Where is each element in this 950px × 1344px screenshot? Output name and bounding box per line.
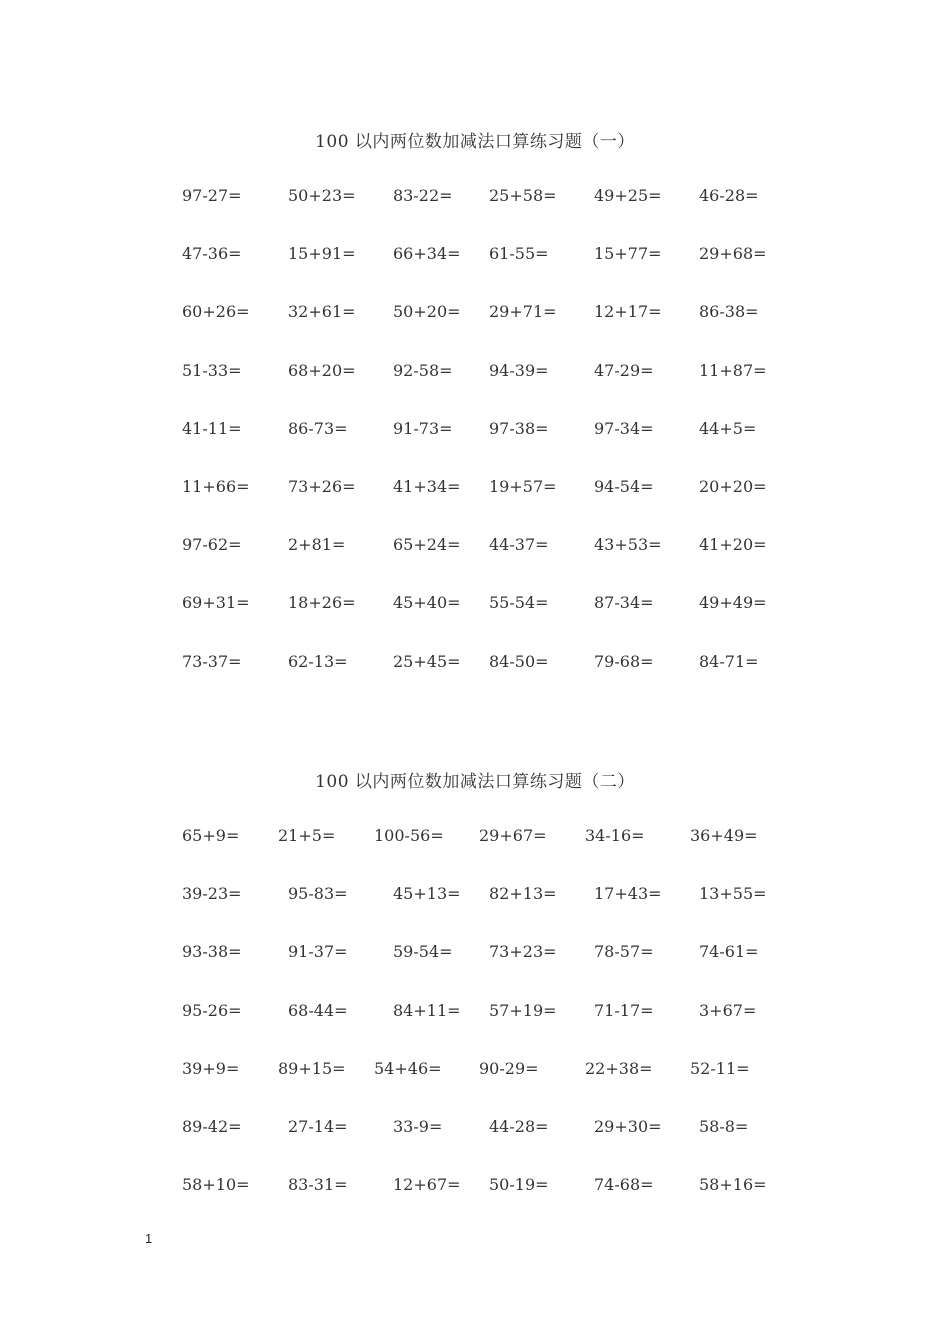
problem-item: 52-11=	[690, 1058, 750, 1078]
problem-row	[0, 942, 950, 1000]
problem-item: 25+58=	[489, 186, 557, 205]
problem-item: 51-33=	[182, 360, 242, 380]
problem-item: 19+57=	[489, 476, 557, 496]
problem-item: 41+34=	[393, 476, 461, 496]
problem-item: 11+87=	[699, 360, 767, 380]
problem-item: 69+31=	[182, 593, 250, 613]
section-title: 100 以内两位数加减法口算练习题（二）	[315, 772, 635, 792]
problem-item: 58+16=	[699, 1175, 767, 1195]
problem-item: 55-54=	[489, 593, 549, 613]
problem-grid	[0, 826, 950, 1233]
problem-row	[0, 361, 950, 419]
problem-item: 33-9=	[393, 1116, 443, 1136]
problem-item: 74-68=	[594, 1175, 654, 1195]
problem-item: 20+20=	[699, 476, 767, 496]
problem-item: 11+66=	[182, 476, 250, 496]
problem-item: 25+45=	[393, 651, 461, 671]
problem-item: 29+68=	[699, 244, 767, 264]
problem-item: 78-57=	[594, 942, 654, 962]
problem-item: 44+5=	[699, 418, 757, 438]
problem-item: 43+53=	[594, 535, 662, 555]
problem-item: 47-29=	[594, 360, 654, 380]
problem-item: 36+49=	[690, 826, 758, 845]
problem-item: 87-34=	[594, 593, 654, 613]
problem-row	[0, 1059, 950, 1117]
problem-item: 50-19=	[489, 1175, 549, 1195]
problem-item: 12+17=	[594, 302, 662, 322]
problem-row	[0, 302, 950, 360]
problem-item: 41-11=	[182, 418, 242, 438]
problem-row	[0, 652, 950, 710]
problem-item: 86-38=	[699, 302, 759, 322]
problem-item: 46-28=	[699, 186, 759, 205]
problem-item: 74-61=	[699, 942, 759, 962]
problem-item: 60+26=	[182, 302, 250, 322]
problem-item: 61-55=	[489, 244, 549, 264]
problem-item: 84-50=	[489, 651, 549, 671]
problem-item: 82+13=	[489, 884, 557, 904]
problem-item: 34-16=	[585, 826, 645, 845]
problem-item: 49+49=	[699, 593, 767, 613]
problem-item: 65+9=	[182, 826, 240, 845]
problem-item: 57+19=	[489, 1000, 557, 1020]
problem-item: 39-23=	[182, 884, 242, 904]
problem-item: 13+55=	[699, 884, 767, 904]
problem-item: 2+81=	[288, 535, 346, 555]
problem-item: 41+20=	[699, 535, 767, 555]
problem-item: 50+23=	[288, 186, 356, 205]
problem-item: 94-54=	[594, 476, 654, 496]
problem-item: 12+67=	[393, 1175, 461, 1195]
problem-item: 18+26=	[288, 593, 356, 613]
problem-item: 100-56=	[374, 826, 444, 845]
problem-item: 89+15=	[278, 1058, 346, 1078]
problem-item: 95-83=	[288, 884, 348, 904]
problem-item: 39+9=	[182, 1058, 240, 1078]
problem-item: 62-13=	[288, 651, 348, 671]
problem-item: 54+46=	[374, 1058, 442, 1078]
problem-item: 73+26=	[288, 476, 356, 496]
problem-item: 15+91=	[288, 244, 356, 264]
problem-item: 95-26=	[182, 1000, 242, 1020]
problem-item: 79-68=	[594, 651, 654, 671]
problem-item: 66+34=	[393, 244, 461, 264]
problem-item: 93-38=	[182, 942, 242, 962]
problem-item: 65+24=	[393, 535, 461, 555]
problem-item: 94-39=	[489, 360, 549, 380]
problem-item: 29+71=	[489, 302, 557, 322]
problem-item: 3+67=	[699, 1000, 757, 1020]
problem-item: 71-17=	[594, 1000, 654, 1020]
problem-item: 29+30=	[594, 1116, 662, 1136]
problem-item: 49+25=	[594, 186, 662, 205]
problem-row	[0, 884, 950, 942]
problem-row	[0, 477, 950, 535]
problem-item: 73+23=	[489, 942, 557, 962]
problem-item: 59-54=	[393, 942, 453, 962]
problem-item: 97-62=	[182, 535, 242, 555]
problem-row	[0, 1001, 950, 1059]
problem-item: 45+40=	[393, 593, 461, 613]
problem-item: 73-37=	[182, 651, 242, 671]
problem-item: 21+5=	[278, 826, 336, 845]
problem-item: 22+38=	[585, 1058, 653, 1078]
problem-item: 44-37=	[489, 535, 549, 555]
problem-item: 32+61=	[288, 302, 356, 322]
problem-item: 15+77=	[594, 244, 662, 264]
problem-item: 47-36=	[182, 244, 242, 264]
problem-item: 44-28=	[489, 1116, 549, 1136]
problem-item: 89-42=	[182, 1116, 242, 1136]
problem-item: 86-73=	[288, 418, 348, 438]
problem-item: 58-8=	[699, 1116, 749, 1136]
problem-row	[0, 535, 950, 593]
problem-item: 97-27=	[182, 186, 242, 205]
problem-item: 17+43=	[594, 884, 662, 904]
problem-item: 29+67=	[479, 826, 547, 845]
problem-item: 68-44=	[288, 1000, 348, 1020]
problem-item: 84+11=	[393, 1000, 461, 1020]
problem-row	[0, 1117, 950, 1175]
problem-grid	[0, 186, 950, 710]
problem-item: 84-71=	[699, 651, 759, 671]
problem-item: 58+10=	[182, 1175, 250, 1195]
problem-item: 27-14=	[288, 1116, 348, 1136]
problem-item: 83-31=	[288, 1175, 348, 1195]
problem-row	[0, 1175, 950, 1233]
problem-item: 91-37=	[288, 942, 348, 962]
problem-item: 45+13=	[393, 884, 461, 904]
page-number: 1	[145, 1231, 153, 1246]
problem-row	[0, 244, 950, 302]
problem-item: 97-34=	[594, 418, 654, 438]
problem-row	[0, 186, 950, 244]
problem-item: 83-22=	[393, 186, 453, 205]
problem-item: 91-73=	[393, 418, 453, 438]
problem-item: 90-29=	[479, 1058, 539, 1078]
problem-item: 97-38=	[489, 418, 549, 438]
problem-item: 50+20=	[393, 302, 461, 322]
problem-item: 68+20=	[288, 360, 356, 380]
problem-row	[0, 593, 950, 651]
section-title: 100 以内两位数加减法口算练习题（一）	[315, 132, 635, 152]
problem-row	[0, 419, 950, 477]
problem-row	[0, 826, 950, 884]
problem-item: 92-58=	[393, 360, 453, 380]
